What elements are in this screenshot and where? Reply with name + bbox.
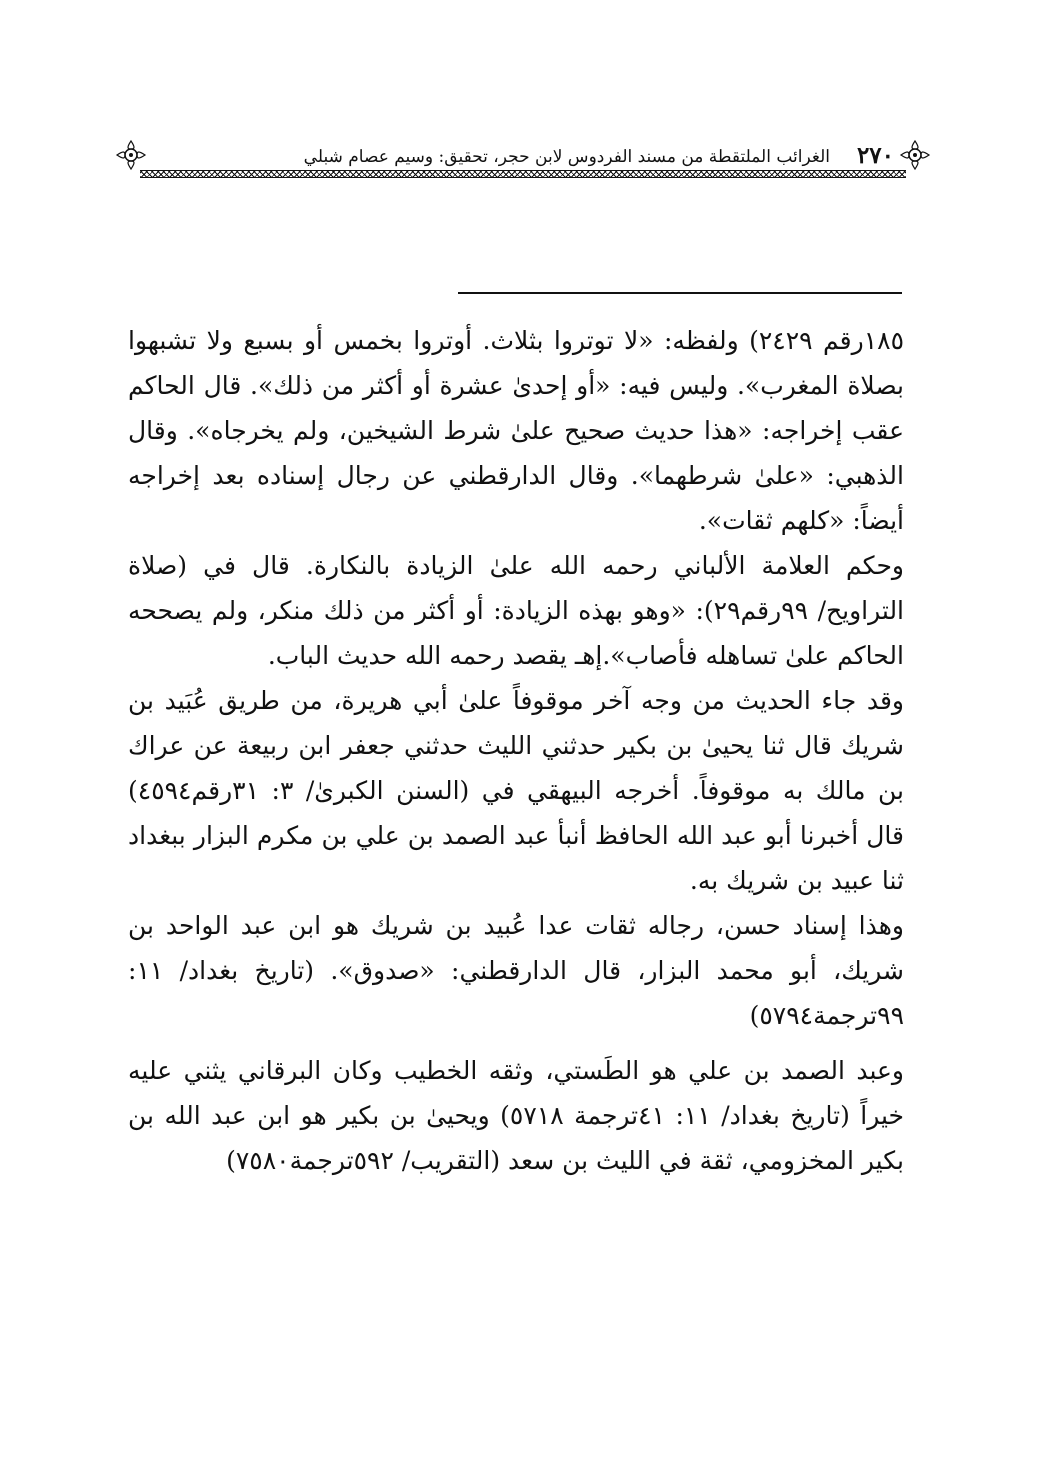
- running-title: الغرائب الملتقطة من مسند الفردوس لابن حجر، تحقيق: وسيم عصام شبلي: [303, 147, 830, 167]
- paragraph: وعبد الصمد بن علي هو الطَستي، وثقه الخطيب وكان البرقاني يثني عليه خيراً (تاريخ بغداد/ ١١: ٤١ترجمة ٥٧١٨) ويحيىٰ بن بكير هو ابن عبد الله بن بكير المخزومي، ثقة في الليث بن سعد (التقريب/ ٥٩٢ترجمة٧٥٨٠): [128, 1056, 905, 1175]
- page-number: ٢٧٠: [856, 142, 894, 169]
- paragraph: وحكم العلامة الألباني رحمه الله علىٰ الزيادة بالنكارة. قال في (صلاة التراويح/ ٩٩رقم٢٩): «وهو بهذه الزيادة: أو أكثر من ذلك منكر، ولم يصححه الحاكم علىٰ تساهله فأصاب».إهـ يقصد رحمه الله حديث الباب.: [128, 551, 905, 670]
- header-decorative-rule: [140, 170, 906, 178]
- paragraph: ١٨٥رقم ٢٤٢٩) ولفظه: «لا توتروا بثلاث. أوتروا بخمس أو بسبع ولا تشبهوا بصلاة المغرب». وليس فيه: «أو إحدىٰ عشرة أو أكثر من ذلك». قال الحاكم عقب إخراجه: «هذا حديث صحيح علىٰ شرط الشيخين، ولم يخرجاه». وقال الذهبي: «علىٰ شرطهما». وقال الدارقطني عن رجال إسناده بعد إخراجه أيضاً: «كلهم ثقات».: [128, 326, 905, 535]
- floral-ornament-icon: [898, 138, 932, 172]
- floral-ornament-icon: [114, 138, 148, 172]
- footnote-body: [128, 318, 904, 1183]
- paragraph: وقد جاء الحديث من وجه آخر موقوفاً علىٰ أبي هريرة، من طريق عُبَيد بن شريك قال ثنا يحيىٰ بن بكير حدثني الليث حدثني جعفر ابن ربيعة عن عراك بن مالك به موقوفاً. أخرجه البيهقي في (السنن الكبرىٰ/ ٣: ٣١رقم٤٥٩٤) قال أخبرنا أبو عبد الله الحافظ أنبأ عبد الصمد بن علي بن مكرم البزار ببغداد ثنا عبيد بن شريك به.: [128, 686, 904, 895]
- paragraph: وهذا إسناد حسن، رجاله ثقات عدا عُبيد بن شريك هو ابن عبد الواحد بن شريك، أبو محمد البزار، قال الدارقطني: «صدوق». (تاريخ بغداد/ ١١: ٩٩ترجمة٥٧٩٤): [128, 911, 904, 1030]
- footnote-separator: [458, 292, 902, 294]
- page-header: [120, 128, 926, 176]
